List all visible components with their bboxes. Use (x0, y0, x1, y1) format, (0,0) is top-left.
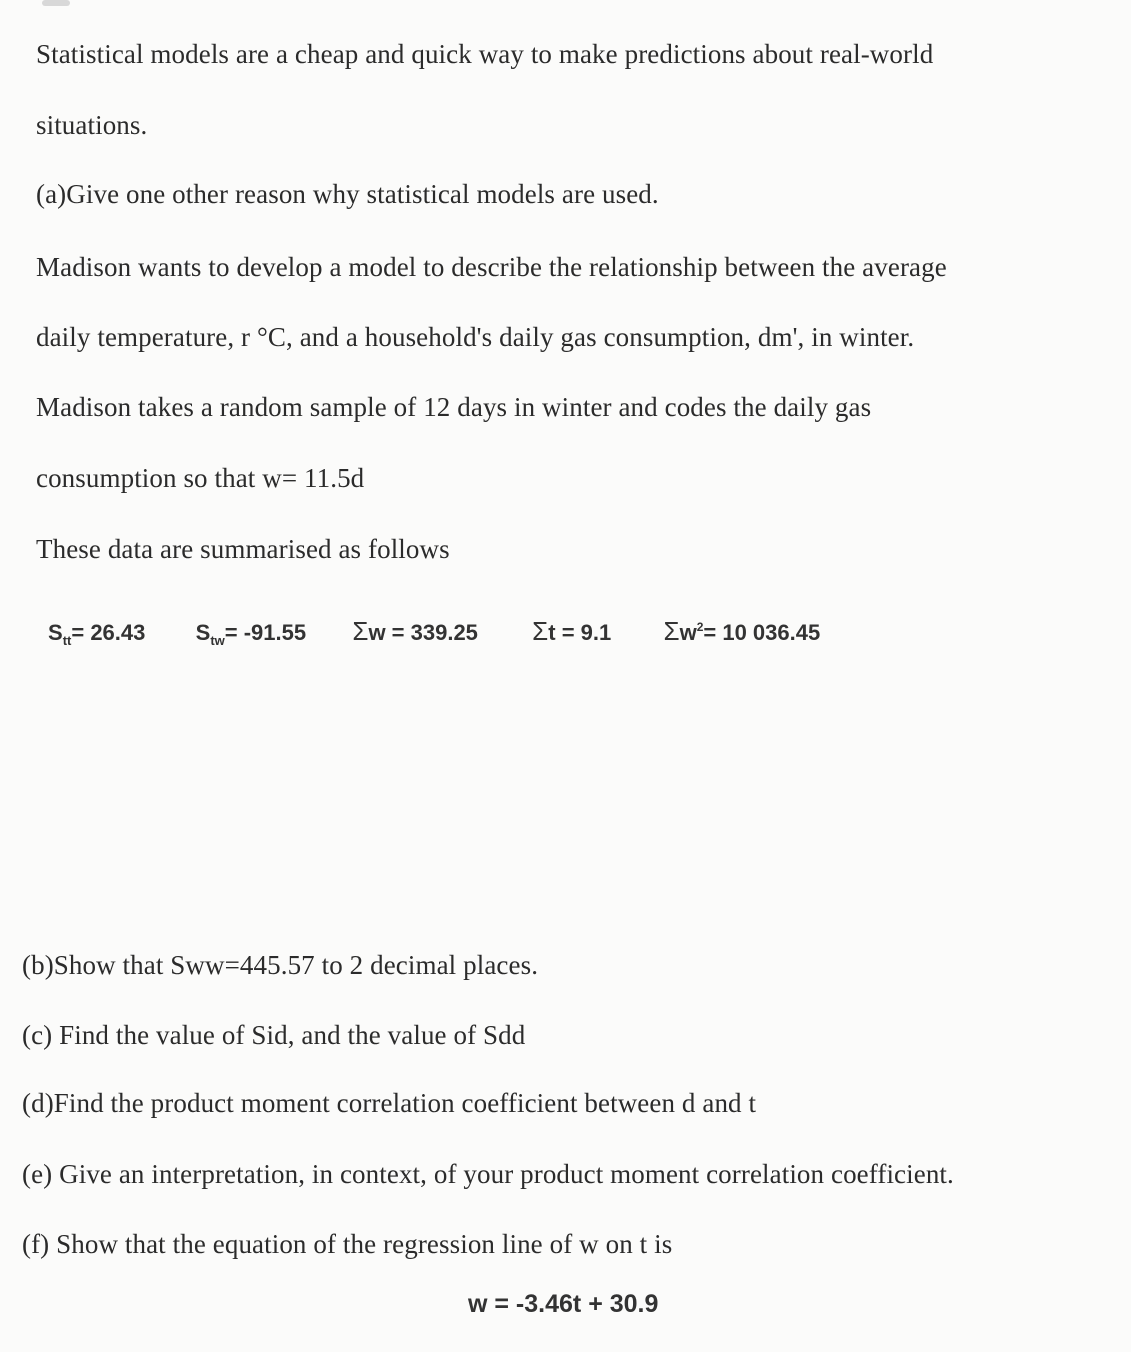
sigma-symbol: Σ (532, 616, 549, 646)
regression-equation: w = -3.46t + 30.9 (468, 1290, 659, 1318)
s-tt-stat: Stt= 26.43 (48, 620, 146, 648)
sum-w-stat: Σw = 339.25 (352, 616, 478, 646)
top-edge-mark (42, 0, 70, 6)
question-a: (a)Give one other reason why statistical models are used. (36, 179, 659, 209)
sum-t-stat: Σt = 9.1 (532, 616, 612, 646)
sigma-symbol: Σ (352, 616, 369, 646)
madison-line-2: daily temperature, r °C, and a household's daily gas consumption, dm', in winter. (36, 322, 915, 352)
question-e: (e) Give an interpretation, in context, of your product moment correlation coefficient. (22, 1159, 954, 1189)
summary-statistics (48, 616, 820, 648)
sample-line-2: consumption so that w= 11.5d (36, 463, 365, 493)
question-d: (d)Find the product moment correlation coefficient between d and t (22, 1088, 757, 1118)
sigma-symbol: Σ (663, 616, 680, 646)
sum-w2-stat: Σw2= 10 036.45 (663, 616, 821, 646)
sample-line-1: Madison takes a random sample of 12 days in winter and codes the daily gas (36, 392, 872, 422)
s-tw-stat: Stw= -91.55 (195, 620, 307, 648)
question-b: (b)Show that Sww=445.57 to 2 decimal places. (22, 950, 539, 980)
question-f: (f) Show that the equation of the regression line of w on t is (22, 1229, 673, 1259)
intro-line-1: Statistical models are a cheap and quick way to make predictions about real-world (36, 39, 934, 69)
intro-line-2: situations. (36, 110, 148, 140)
question-c: (c) Find the value of Sid, and the value of Sdd (22, 1020, 526, 1050)
madison-line-1: Madison wants to develop a model to describe the relationship between the average (36, 252, 947, 282)
summary-intro: These data are summarised as follows (36, 534, 450, 564)
